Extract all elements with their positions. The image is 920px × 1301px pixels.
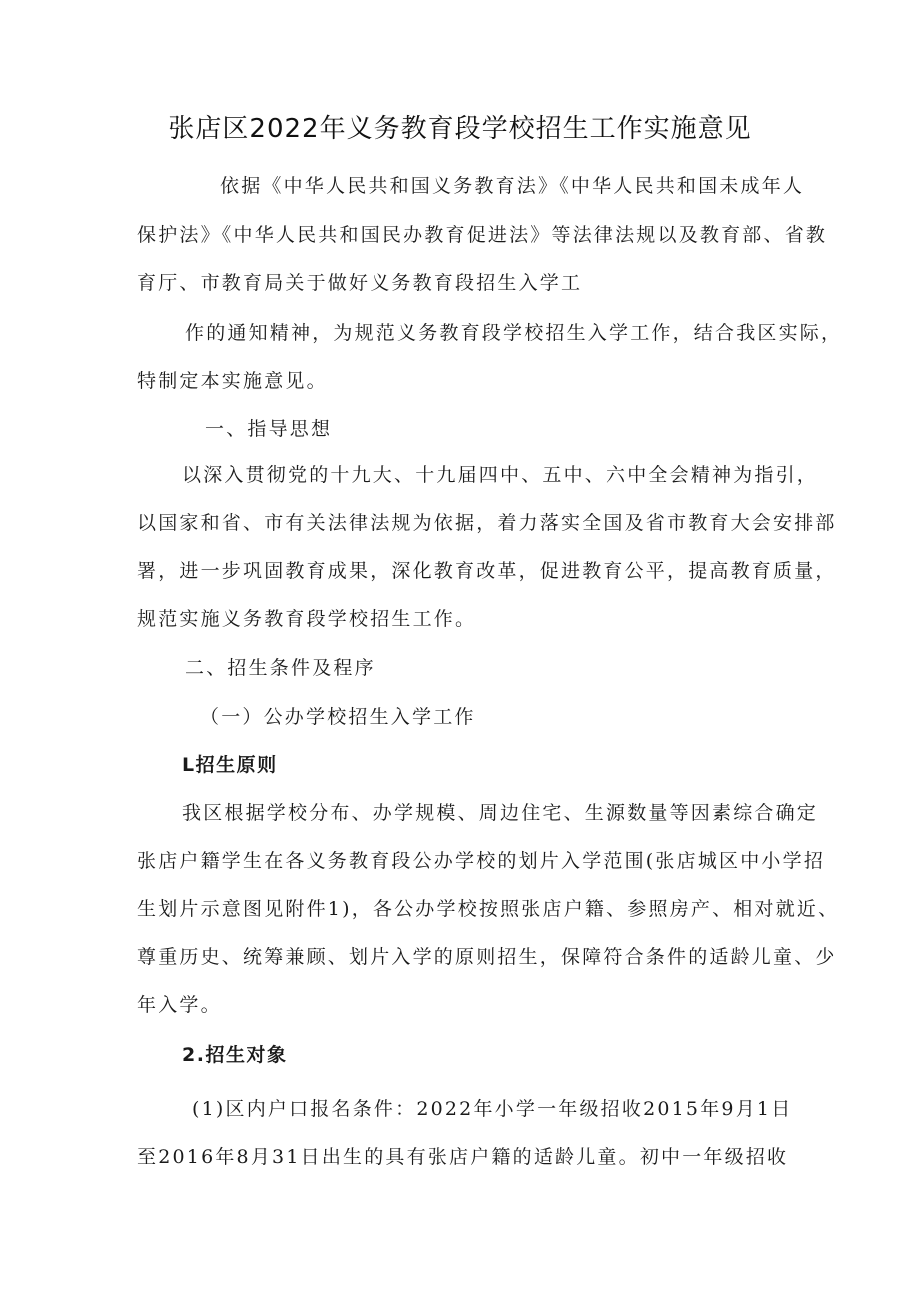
item-heading: 2.招生对象	[182, 1044, 288, 1066]
subsection-heading: （一）公办学校招生入学工作	[200, 706, 476, 728]
paragraph-line: (1)区内户口报名条件：2022年小学一年级招收2015年9月1日	[192, 1098, 793, 1120]
paragraph-line: 作的通知精神，为规范义务教育段学校招生入学工作，结合我区实际，	[185, 322, 843, 344]
paragraph-line: 署，进一步巩固教育成果，深化教育改革，促进教育公平，提高教育质量，	[137, 560, 837, 582]
paragraph-line: 特制定本实施意见。	[137, 370, 328, 392]
paragraph-line: 我区根据学校分布、办学规模、周边住宅、生源数量等因素综合确定	[182, 802, 819, 824]
paragraph-line: 育厅、市教育局关于做好义务教育段招生入学工	[137, 272, 583, 294]
paragraph-line: 以深入贯彻党的十九大、十九届四中、五中、六中全会精神为指引，	[182, 464, 819, 486]
section-heading: 二、招生条件及程序	[185, 657, 376, 679]
paragraph-line: 年入学。	[137, 994, 222, 1016]
item-heading: L招生原则	[182, 754, 278, 776]
paragraph-line: 张店户籍学生在各义务教育段公办学校的划片入学范围(张店城区中小学招	[137, 850, 826, 872]
paragraph-line: 保护法》《中华人民共和国民办教育促进法》等法律法规以及教育部、省教	[137, 224, 828, 246]
paragraph-line: 以国家和省、市有关法律法规为依据，着力落实全国及省市教育大会安排部	[137, 512, 837, 534]
paragraph-line: 依据《中华人民共和国义务教育法》《中华人民共和国未成年人	[220, 175, 805, 197]
section-heading: 一、指导思想	[205, 418, 333, 440]
paragraph-line: 至2016年8月31日出生的具有张店户籍的适龄儿童。初中一年级招收	[137, 1146, 789, 1168]
paragraph-line: 尊重历史、统筹兼顾、划片入学的原则招生，保障符合条件的适龄儿童、少	[137, 946, 837, 968]
document-title: 张店区2022年义务教育段学校招生工作实施意见	[168, 114, 752, 144]
paragraph-line: 生划片示意图见附件1)，各公办学校按照张店户籍、参照房产、相对就近、	[137, 898, 840, 920]
paragraph-line: 规范实施义务教育段学校招生工作。	[137, 608, 477, 630]
